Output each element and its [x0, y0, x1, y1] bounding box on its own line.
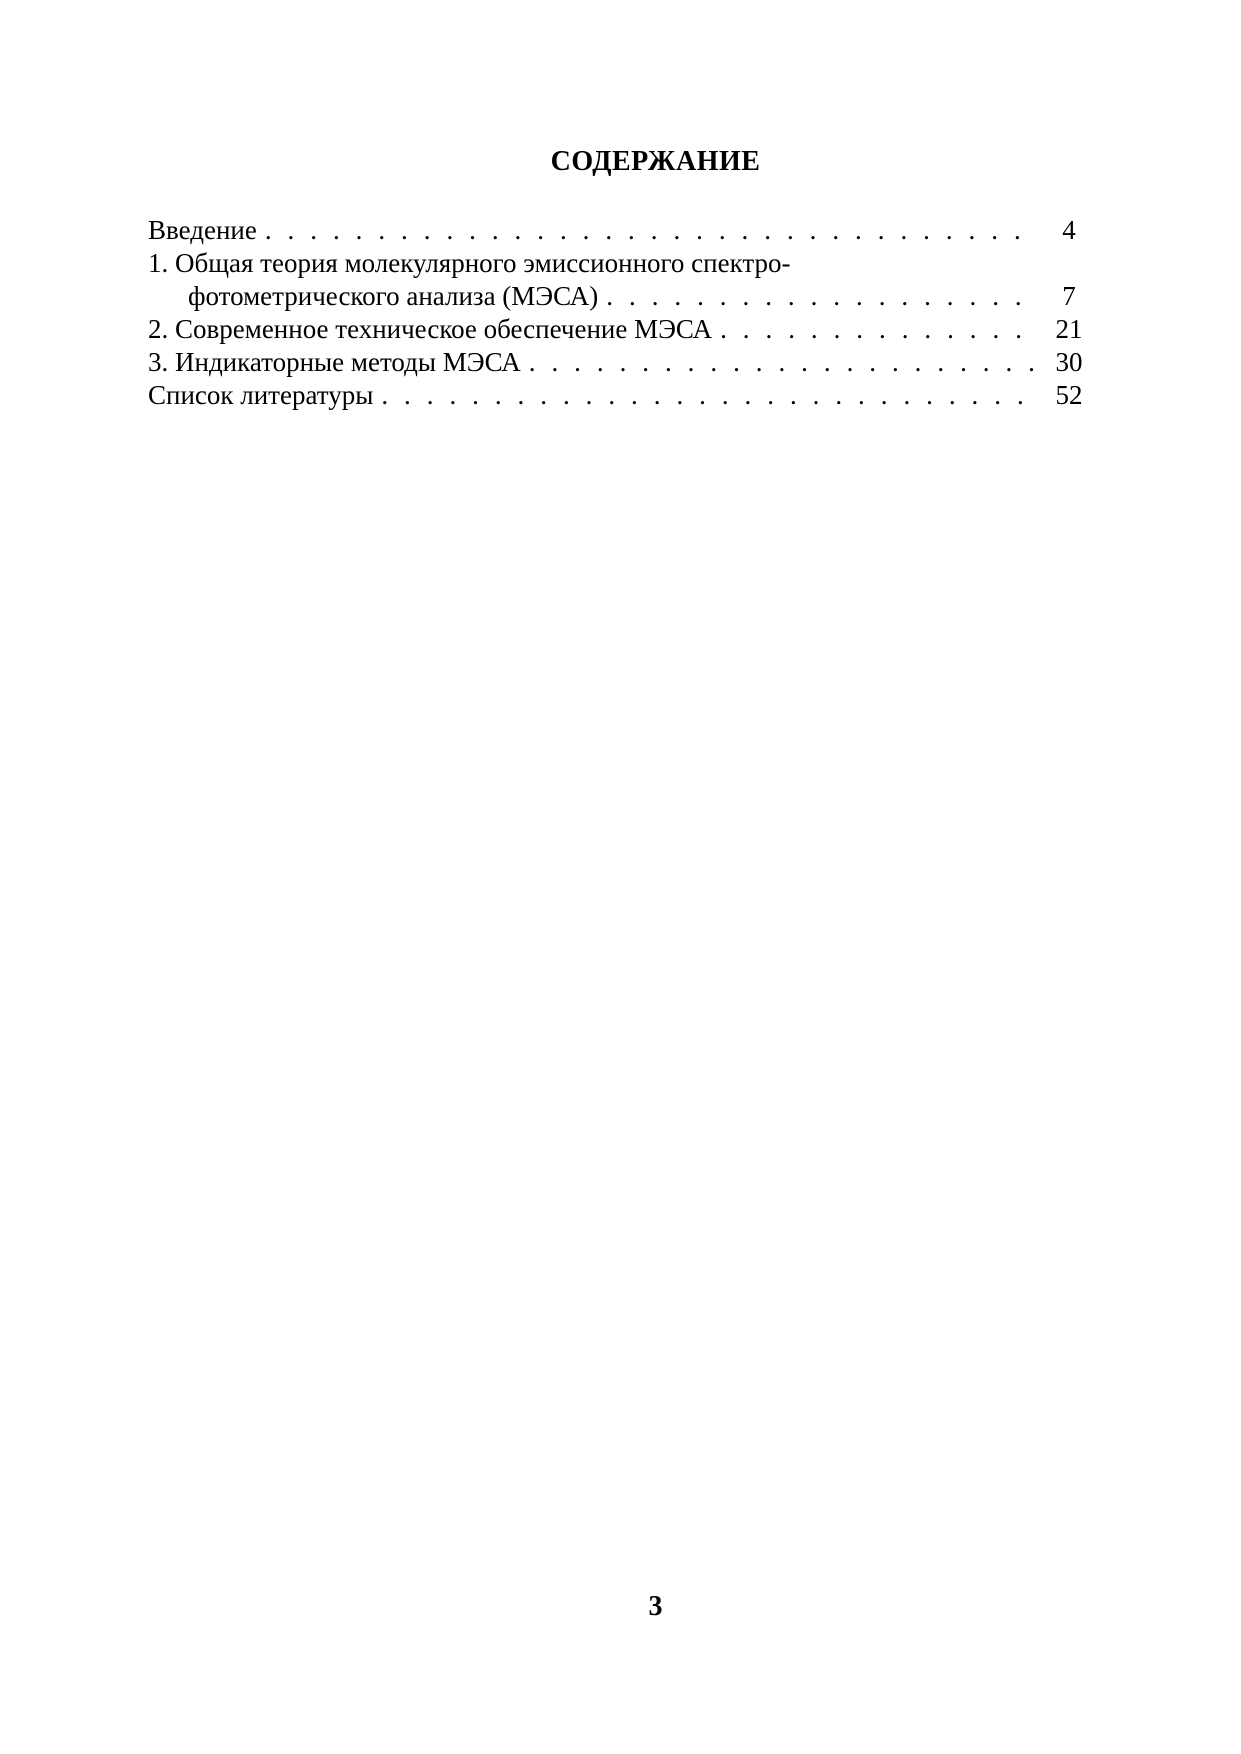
toc-entry-introduction[interactable] [148, 214, 1098, 247]
page-number: 3 [648, 1591, 663, 1622]
dot-leader [529, 346, 1034, 379]
toc-entry-chapter-1-line1[interactable]: 1. Общая теория молекулярного эмиссионного спектро- [148, 248, 791, 278]
dot-leader [265, 214, 1034, 247]
toc-entry-text: 2. Современное техническое обеспечение МЭСА [148, 314, 713, 344]
dot-leader [381, 379, 1034, 412]
page-title: СОДЕРЖАНИЕ [550, 146, 761, 177]
toc-entry-text: 3. Индикаторные методы МЭСА [148, 347, 521, 377]
toc-entry-chapter-1[interactable] [148, 280, 1098, 313]
toc-entry-page: 52 [1055, 380, 1083, 410]
toc-entry-page: 30 [1055, 347, 1083, 377]
table-of-contents [148, 214, 1098, 412]
toc-entry-page: 7 [1062, 281, 1076, 311]
dot-leader [720, 313, 1034, 346]
toc-entry-chapter-3[interactable] [148, 346, 1098, 379]
toc-entry-text: фотометрического анализа (МЭСА) [188, 281, 599, 311]
toc-entry-chapter-2[interactable] [148, 313, 1098, 346]
toc-entry-text: Введение [148, 215, 257, 245]
toc-entry-text: Список литературы [148, 380, 374, 410]
dot-leader [606, 280, 1034, 313]
toc-entry-references[interactable] [148, 379, 1098, 412]
toc-entry-page: 21 [1055, 314, 1083, 344]
toc-entry-page: 4 [1062, 215, 1076, 245]
